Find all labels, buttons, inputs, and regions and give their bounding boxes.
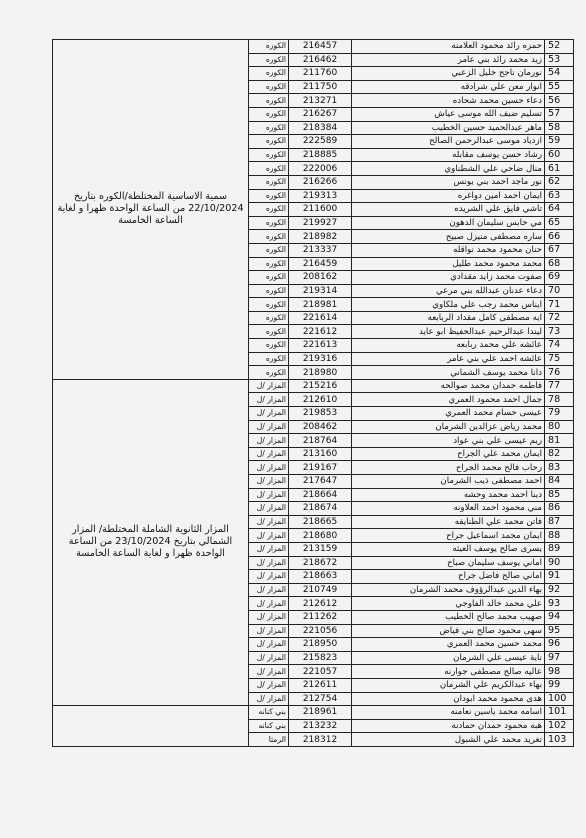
candidate-name-cell: محمد محمود محمد طليل: [352, 257, 545, 271]
candidate-id-cell: 218885: [289, 148, 352, 162]
location-cell: بني كنانه: [249, 719, 289, 733]
row-number-cell: 95: [545, 624, 574, 638]
row-number-cell: 72: [545, 311, 574, 325]
location-cell: المزار /ل: [249, 515, 289, 529]
location-cell: المزار /ل: [249, 475, 289, 489]
location-cell: الكوره: [249, 339, 289, 353]
row-number-cell: 76: [545, 366, 574, 380]
candidate-name-cell: احمد مصطفى ذيب الشرمان: [352, 475, 545, 489]
candidate-id-cell: 218664: [289, 488, 352, 502]
candidate-name-cell: يسرى صالح يوسف العيثه: [352, 542, 545, 556]
row-number-cell: 81: [545, 434, 574, 448]
candidate-id-cell: 216459: [289, 257, 352, 271]
candidate-name-cell: ليندا عبدالرحيم عبدالحفيظ ابو عايد: [352, 325, 545, 339]
row-number-cell: 98: [545, 665, 574, 679]
candidate-name-cell: عاليه صالح مصطفى جوارنه: [352, 665, 545, 679]
exam-venue-description: [53, 706, 249, 747]
candidate-name-cell: مي حابس سليمان الدهون: [352, 216, 545, 230]
location-cell: المزار /ل: [249, 407, 289, 421]
row-number-cell: 90: [545, 556, 574, 570]
row-number-cell: 78: [545, 393, 574, 407]
row-number-cell: 102: [545, 719, 574, 733]
location-cell: المزار /ل: [249, 583, 289, 597]
candidate-name-cell: سهى محمود صالح بني فياض: [352, 624, 545, 638]
location-cell: الكوره: [249, 107, 289, 121]
candidate-name-cell: تاشي فايق علي الشريده: [352, 203, 545, 217]
row-number-cell: 67: [545, 243, 574, 257]
row-number-cell: 87: [545, 515, 574, 529]
candidate-name-cell: ايمان محمد علي الجراح: [352, 447, 545, 461]
location-cell: المزار /ل: [249, 692, 289, 706]
location-cell: الكوره: [249, 162, 289, 176]
candidate-id-cell: 218665: [289, 515, 352, 529]
candidate-id-cell: 210749: [289, 583, 352, 597]
candidate-name-cell: ازدياد موسى عبدالرحمن الصالح: [352, 135, 545, 149]
location-cell: الكوره: [249, 325, 289, 339]
candidate-id-cell: 213159: [289, 542, 352, 556]
location-cell: الكوره: [249, 311, 289, 325]
row-number-cell: 54: [545, 67, 574, 81]
row-number-cell: 64: [545, 203, 574, 217]
candidate-id-cell: 219167: [289, 461, 352, 475]
location-cell: الكوره: [249, 175, 289, 189]
candidate-name-cell: تسليم ضيف الله موسى عياش: [352, 107, 545, 121]
candidate-id-cell: 218674: [289, 502, 352, 516]
location-cell: المزار /ل: [249, 529, 289, 543]
candidate-id-cell: 211750: [289, 80, 352, 94]
candidate-name-cell: عيسى حسام محمد العمري: [352, 407, 545, 421]
candidate-name-cell: فاتن محمد علي الطنايفه: [352, 515, 545, 529]
candidate-id-cell: 208462: [289, 420, 352, 434]
row-number-cell: 65: [545, 216, 574, 230]
row-number-cell: 82: [545, 447, 574, 461]
row-number-cell: 52: [545, 40, 574, 54]
row-number-cell: 70: [545, 284, 574, 298]
candidate-name-cell: ساره مصطفى منيزل صبيح: [352, 230, 545, 244]
row-number-cell: 60: [545, 148, 574, 162]
candidate-id-cell: 221613: [289, 339, 352, 353]
candidate-id-cell: 213337: [289, 243, 352, 257]
candidate-id-cell: 221056: [289, 624, 352, 638]
candidate-id-cell: 213271: [289, 94, 352, 108]
candidate-id-cell: 219313: [289, 189, 352, 203]
row-number-cell: 73: [545, 325, 574, 339]
candidate-name-cell: رحاب فالح محمد الجراح: [352, 461, 545, 475]
location-cell: الكوره: [249, 53, 289, 67]
row-number-cell: 63: [545, 189, 574, 203]
candidate-id-cell: 217647: [289, 475, 352, 489]
candidate-id-cell: 218384: [289, 121, 352, 135]
row-number-cell: 83: [545, 461, 574, 475]
candidate-id-cell: 222006: [289, 162, 352, 176]
candidate-name-cell: ماهر عبدالحميد حسين الخطيب: [352, 121, 545, 135]
table-row: [53, 379, 574, 393]
candidate-name-cell: هدى محمود محمد ابودان: [352, 692, 545, 706]
location-cell: المزار /ل: [249, 556, 289, 570]
row-number-cell: 101: [545, 706, 574, 720]
candidate-id-cell: 212754: [289, 692, 352, 706]
exam-venue-description: سمية الاساسية المختلطة/الكوره بتاريخ 22/10/2024 من الساعة الواحدة ظهرا و لغاية الساعة الخامسة: [53, 40, 249, 380]
candidate-name-cell: ايمان احمد امين دواغره: [352, 189, 545, 203]
location-cell: بني كنانه: [249, 706, 289, 720]
location-cell: الكوره: [249, 121, 289, 135]
location-cell: الرمثا: [249, 733, 289, 747]
candidate-id-cell: 215823: [289, 651, 352, 665]
row-number-cell: 85: [545, 488, 574, 502]
candidate-id-cell: 213160: [289, 447, 352, 461]
row-number-cell: 53: [545, 53, 574, 67]
candidate-name-cell: محمد حسين محمد العمري: [352, 638, 545, 652]
candidate-id-cell: 215216: [289, 379, 352, 393]
row-number-cell: 91: [545, 570, 574, 584]
table-row: [53, 40, 574, 54]
candidate-id-cell: 216462: [289, 53, 352, 67]
row-number-cell: 79: [545, 407, 574, 421]
location-cell: الكوره: [249, 189, 289, 203]
candidate-id-cell: 212611: [289, 678, 352, 692]
row-number-cell: 96: [545, 638, 574, 652]
row-number-cell: 68: [545, 257, 574, 271]
row-number-cell: 100: [545, 692, 574, 706]
location-cell: المزار /ل: [249, 393, 289, 407]
candidate-id-cell: 216457: [289, 40, 352, 54]
row-number-cell: 77: [545, 379, 574, 393]
candidate-name-cell: منال ضاحي علي الشطناوي: [352, 162, 545, 176]
candidate-name-cell: رشاد حسن يوسف مقابله: [352, 148, 545, 162]
row-number-cell: 58: [545, 121, 574, 135]
row-number-cell: 74: [545, 339, 574, 353]
location-cell: المزار /ل: [249, 502, 289, 516]
candidate-name-cell: اسامه محمد ياسين نعامنه: [352, 706, 545, 720]
candidate-name-cell: انوار معن علي شرادقه: [352, 80, 545, 94]
location-cell: الكوره: [249, 298, 289, 312]
location-cell: الكوره: [249, 257, 289, 271]
location-cell: الكوره: [249, 216, 289, 230]
candidate-id-cell: 216267: [289, 107, 352, 121]
location-cell: المزار /ل: [249, 651, 289, 665]
candidate-id-cell: 219853: [289, 407, 352, 421]
exam-venue-description: المزار الثانوية الشاملة المختلطة/ المزار الشمالي بتاريخ 23/10/2024 من الساعة الواحدة ظهرا و لغاية الساعة الخامسة: [53, 379, 249, 705]
location-cell: الكوره: [249, 284, 289, 298]
location-cell: المزار /ل: [249, 379, 289, 393]
candidate-name-cell: ريم عيسى علي بني عواد: [352, 434, 545, 448]
location-cell: الكوره: [249, 94, 289, 108]
row-number-cell: 59: [545, 135, 574, 149]
candidates-table-body: [53, 40, 574, 747]
row-number-cell: 66: [545, 230, 574, 244]
location-cell: المزار /ل: [249, 434, 289, 448]
candidate-id-cell: 219316: [289, 352, 352, 366]
candidate-name-cell: صهيب محمد صالح الخطيب: [352, 610, 545, 624]
candidate-id-cell: 218672: [289, 556, 352, 570]
candidate-name-cell: صفوت محمد زايد مقدادي: [352, 271, 545, 285]
candidate-id-cell: 221614: [289, 311, 352, 325]
candidate-name-cell: مني محمود احمد العلاونه: [352, 502, 545, 516]
location-cell: الكوره: [249, 271, 289, 285]
candidate-id-cell: 218982: [289, 230, 352, 244]
candidate-id-cell: 211262: [289, 610, 352, 624]
candidate-name-cell: علي محمد خالد الفاوجي: [352, 597, 545, 611]
candidate-id-cell: 218961: [289, 706, 352, 720]
location-cell: الكوره: [249, 243, 289, 257]
candidate-name-cell: دعاء عدنان عبدالله بني مرعي: [352, 284, 545, 298]
candidate-name-cell: نورمان ناجح خليل الزعبي: [352, 67, 545, 81]
row-number-cell: 94: [545, 610, 574, 624]
row-number-cell: 56: [545, 94, 574, 108]
candidate-id-cell: 218312: [289, 733, 352, 747]
location-cell: المزار /ل: [249, 665, 289, 679]
candidate-id-cell: 218764: [289, 434, 352, 448]
candidate-name-cell: ايمان محمد اسماعيل جراح: [352, 529, 545, 543]
location-cell: الكوره: [249, 135, 289, 149]
row-number-cell: 61: [545, 162, 574, 176]
row-number-cell: 103: [545, 733, 574, 747]
candidate-name-cell: تغريد محمد علي الشبول: [352, 733, 545, 747]
row-number-cell: 86: [545, 502, 574, 516]
candidate-name-cell: جمال احمد محمود العمري: [352, 393, 545, 407]
candidate-name-cell: ايه مصطفى كامل مقداد الربابعه: [352, 311, 545, 325]
candidate-name-cell: بهاء الدين عبدالرؤوف محمد الشرمان: [352, 583, 545, 597]
candidate-id-cell: 216266: [289, 175, 352, 189]
location-cell: المزار /ل: [249, 420, 289, 434]
candidate-id-cell: 211760: [289, 67, 352, 81]
location-cell: المزار /ل: [249, 488, 289, 502]
location-cell: الكوره: [249, 203, 289, 217]
candidate-name-cell: دينا احمد محمد وحشه: [352, 488, 545, 502]
row-number-cell: 71: [545, 298, 574, 312]
candidate-id-cell: 218950: [289, 638, 352, 652]
row-number-cell: 69: [545, 271, 574, 285]
location-cell: الكوره: [249, 67, 289, 81]
location-cell: المزار /ل: [249, 610, 289, 624]
row-number-cell: 62: [545, 175, 574, 189]
location-cell: الكوره: [249, 366, 289, 380]
candidate-name-cell: حمزه رائد محمود العلامنه: [352, 40, 545, 54]
location-cell: الكوره: [249, 230, 289, 244]
candidates-table: [52, 39, 574, 747]
candidate-id-cell: 218981: [289, 298, 352, 312]
location-cell: المزار /ل: [249, 678, 289, 692]
location-cell: الكوره: [249, 352, 289, 366]
candidate-name-cell: بهاء عبدالكريم علي الشرمان: [352, 678, 545, 692]
candidate-id-cell: 208162: [289, 271, 352, 285]
row-number-cell: 92: [545, 583, 574, 597]
location-cell: الكوره: [249, 40, 289, 54]
candidate-name-cell: هبه محمود حمدان حمادنه: [352, 719, 545, 733]
location-cell: الكوره: [249, 80, 289, 94]
candidate-name-cell: محمد رياض عزالدين الشرمان: [352, 420, 545, 434]
candidate-id-cell: 221057: [289, 665, 352, 679]
row-number-cell: 57: [545, 107, 574, 121]
candidate-name-cell: ايناس محمد رجب علي ملكاوي: [352, 298, 545, 312]
candidate-id-cell: 219927: [289, 216, 352, 230]
candidate-id-cell: 221612: [289, 325, 352, 339]
candidate-name-cell: عائشه علي محمد ربابعه: [352, 339, 545, 353]
candidate-name-cell: اماني يوسف سليمان صباح: [352, 556, 545, 570]
location-cell: المزار /ل: [249, 447, 289, 461]
row-number-cell: 89: [545, 542, 574, 556]
candidate-name-cell: عائشه احمد علي بني عامر: [352, 352, 545, 366]
table-row: [53, 706, 574, 720]
candidate-id-cell: 218680: [289, 529, 352, 543]
location-cell: المزار /ل: [249, 461, 289, 475]
row-number-cell: 93: [545, 597, 574, 611]
candidate-name-cell: اماني صالح فاضل جراح: [352, 570, 545, 584]
candidate-name-cell: دعاء حسين محمد شحاده: [352, 94, 545, 108]
candidate-id-cell: 212610: [289, 393, 352, 407]
candidate-id-cell: 218980: [289, 366, 352, 380]
candidate-id-cell: 212612: [289, 597, 352, 611]
location-cell: المزار /ل: [249, 624, 289, 638]
candidate-name-cell: دانا محمد يوسف الشماني: [352, 366, 545, 380]
candidate-name-cell: فاطمه حمدان محمد صوالحه: [352, 379, 545, 393]
location-cell: المزار /ل: [249, 597, 289, 611]
location-cell: المزار /ل: [249, 542, 289, 556]
location-cell: الكوره: [249, 148, 289, 162]
row-number-cell: 55: [545, 80, 574, 94]
candidate-id-cell: 211600: [289, 203, 352, 217]
row-number-cell: 88: [545, 529, 574, 543]
location-cell: المزار /ل: [249, 570, 289, 584]
candidate-name-cell: ناية عيسى علي الشرمان: [352, 651, 545, 665]
row-number-cell: 80: [545, 420, 574, 434]
row-number-cell: 97: [545, 651, 574, 665]
candidate-name-cell: زيد محمد رائد بني عامر: [352, 53, 545, 67]
location-cell: المزار /ل: [249, 638, 289, 652]
candidate-id-cell: 222589: [289, 135, 352, 149]
candidate-id-cell: 219314: [289, 284, 352, 298]
row-number-cell: 99: [545, 678, 574, 692]
row-number-cell: 75: [545, 352, 574, 366]
row-number-cell: 84: [545, 475, 574, 489]
candidate-id-cell: 213232: [289, 719, 352, 733]
candidate-id-cell: 218663: [289, 570, 352, 584]
candidate-name-cell: نور ماجد احمد بني يونس: [352, 175, 545, 189]
candidate-name-cell: حنان محمود محمد نواقله: [352, 243, 545, 257]
